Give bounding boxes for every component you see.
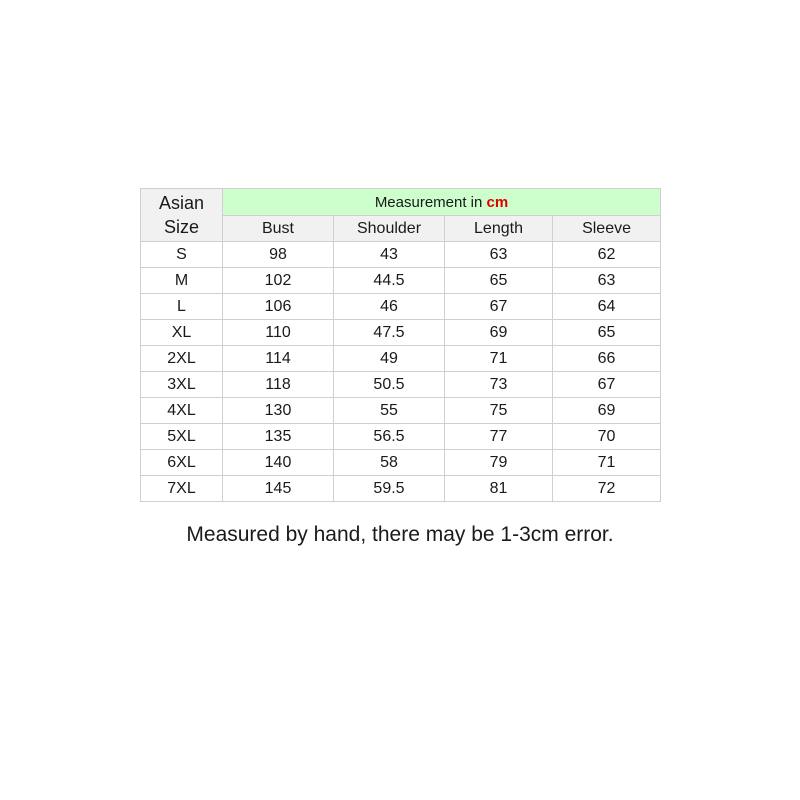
sleeve-cell: 66 [553,346,661,372]
length-cell: 75 [445,398,553,424]
size-cell: S [141,242,223,268]
bust-cell: 135 [223,424,334,450]
length-cell: 71 [445,346,553,372]
size-cell: L [141,294,223,320]
measurement-note: Measured by hand, there may be 1-3cm error. [186,523,614,546]
shoulder-cell: 59.5 [334,476,445,502]
size-cell: 3XL [141,372,223,398]
length-cell: 79 [445,450,553,476]
sleeve-cell: 62 [553,242,661,268]
column-header-sleeve: Sleeve [553,216,661,242]
sleeve-cell: 65 [553,320,661,346]
sleeve-cell: 64 [553,294,661,320]
bust-cell: 98 [223,242,334,268]
shoulder-cell: 44.5 [334,268,445,294]
measurement-label: Measurement in [374,193,483,211]
sleeve-cell: 69 [553,398,661,424]
header-row-top [141,189,661,216]
table-row [141,242,661,268]
shoulder-cell: 47.5 [334,320,445,346]
sleeve-cell: 72 [553,476,661,502]
length-cell: 77 [445,424,553,450]
shoulder-cell: 55 [334,398,445,424]
sleeve-cell: 70 [553,424,661,450]
size-cell: M [141,268,223,294]
table-row [141,346,661,372]
bust-cell: 140 [223,450,334,476]
size-cell: 7XL [141,476,223,502]
length-cell: 73 [445,372,553,398]
shoulder-cell: 58 [334,450,445,476]
shoulder-cell: 50.5 [334,372,445,398]
shoulder-cell: 56.5 [334,424,445,450]
size-cell: 5XL [141,424,223,450]
bust-cell: 114 [223,346,334,372]
table-row [141,476,661,502]
asian-size-label-line2: Size [163,217,199,237]
asian-size-label-line1: Asian [158,193,205,213]
size-cell: 6XL [141,450,223,476]
table-row [141,294,661,320]
size-cell: 4XL [141,398,223,424]
length-cell: 69 [445,320,553,346]
bust-cell: 145 [223,476,334,502]
shoulder-cell: 49 [334,346,445,372]
bust-cell: 102 [223,268,334,294]
size-cell: XL [141,320,223,346]
measurement-header [223,189,661,216]
bust-cell: 110 [223,320,334,346]
measurement-unit: cm [486,193,509,211]
length-cell: 67 [445,294,553,320]
sleeve-cell: 71 [553,450,661,476]
shoulder-cell: 43 [334,242,445,268]
length-cell: 65 [445,268,553,294]
table-row [141,372,661,398]
column-header-shoulder: Shoulder [334,216,445,242]
size-cell: 2XL [141,346,223,372]
column-header-length: Length [445,216,553,242]
asian-size-header [141,189,223,242]
bust-cell: 130 [223,398,334,424]
column-header-bust: Bust [223,216,334,242]
table-row [141,398,661,424]
length-cell: 63 [445,242,553,268]
sleeve-cell: 63 [553,268,661,294]
bust-cell: 106 [223,294,334,320]
length-cell: 81 [445,476,553,502]
shoulder-cell: 46 [334,294,445,320]
table-row [141,320,661,346]
sleeve-cell: 67 [553,372,661,398]
bust-cell: 118 [223,372,334,398]
table-row [141,424,661,450]
table-row [141,450,661,476]
size-chart-table [140,188,661,502]
table-row [141,268,661,294]
